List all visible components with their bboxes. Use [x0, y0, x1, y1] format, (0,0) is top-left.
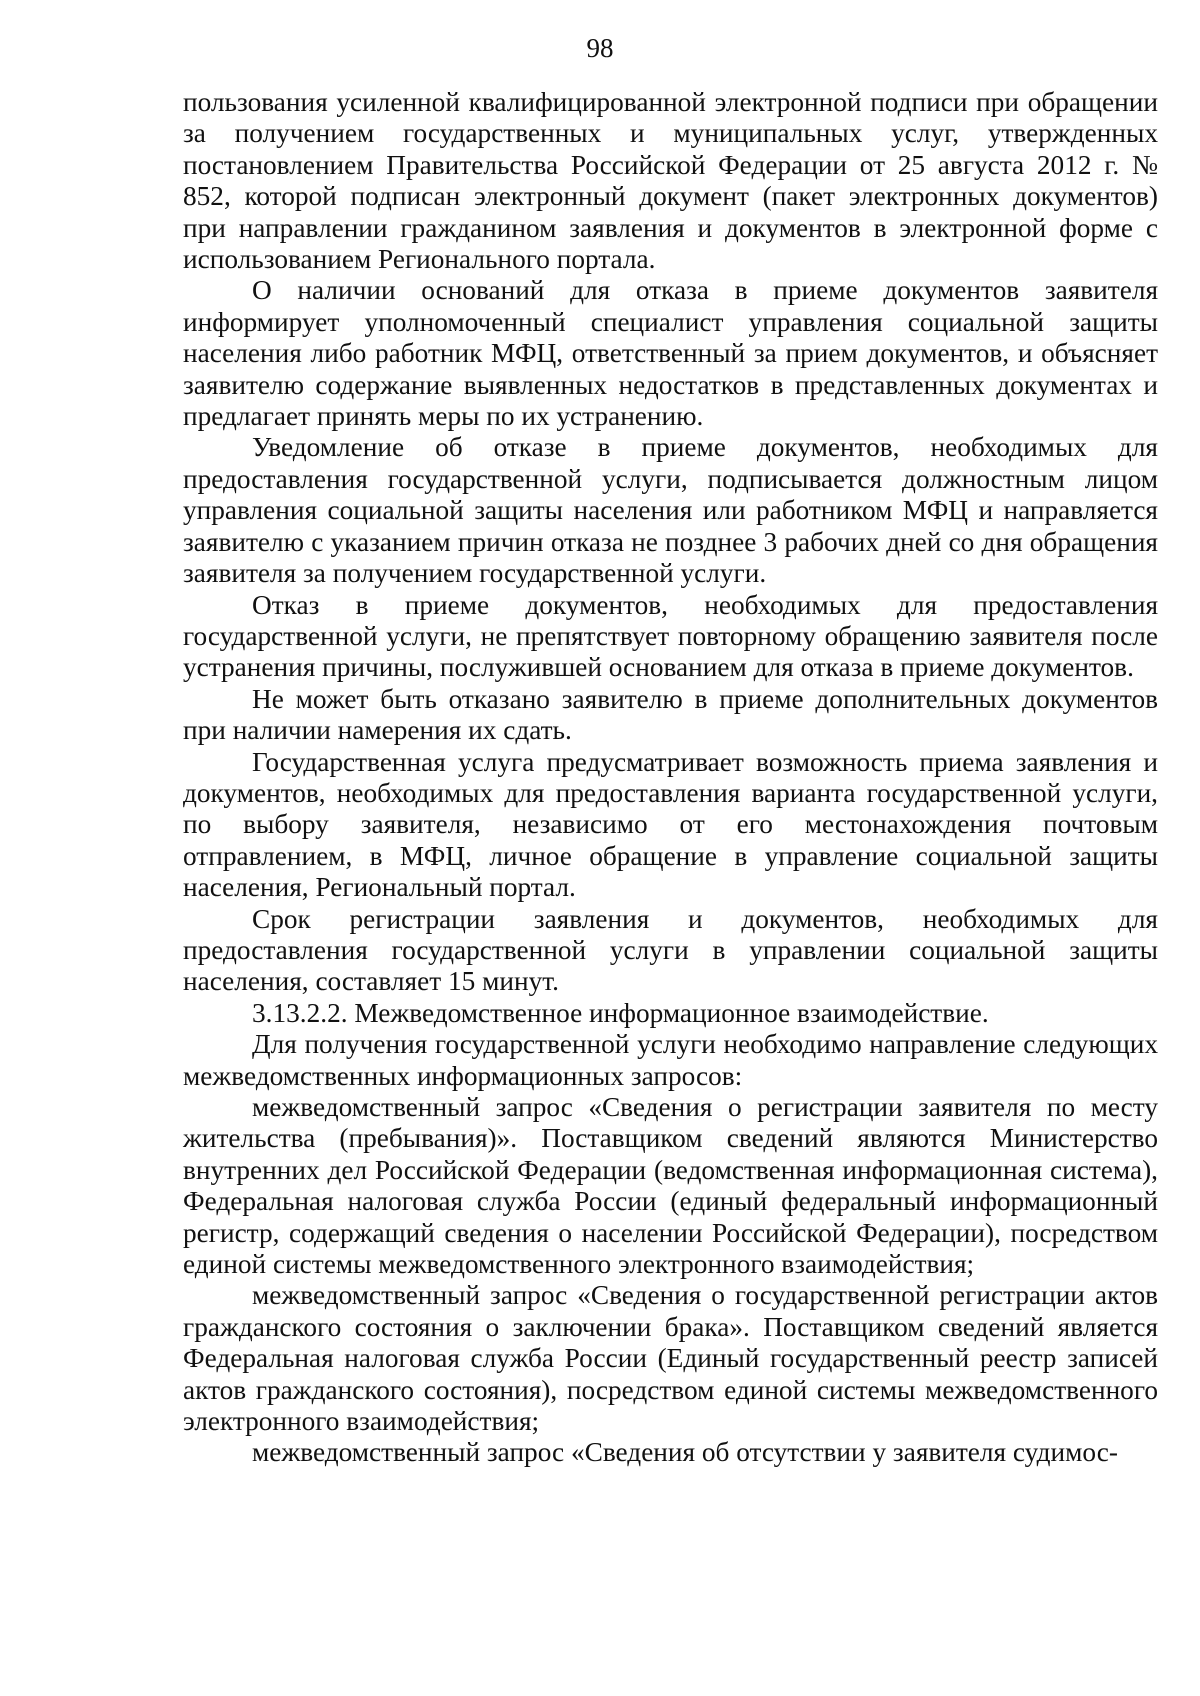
paragraph-refusal-info: О наличии оснований для отказа в приеме документов заявителя информирует уполномоченный специалист управления социальной защиты населения либо работник МФЦ, ответственный за прием документов, и объясняет заявителю содержание выявленных недостатков в представленных документах и предлагает принять меры по их устранению.	[183, 275, 1158, 432]
paragraph-additional-documents: Не может быть отказано заявителю в приеме дополнительных документов при наличии намерения их сдать.	[183, 683, 1158, 746]
paragraph-registration-term: Срок регистрации заявления и документов, необходимых для предоставления государственной услуги в управлении социальной защиты населения, составляет 15 минут.	[183, 903, 1158, 997]
list-item-marriage-request: межведомственный запрос «Сведения о государственной регистрации актов гражданского состояния о заключении брака». Поставщиком сведений является Федеральная налоговая служба России (Единый государственный реестр записей актов гражданского состояния), посредством единой системы межведомственного электронного взаимодействия;	[183, 1280, 1158, 1437]
page-number: 98	[586, 33, 614, 63]
paragraph-requests-intro: Для получения государственной услуги необходимо направление следующих межведомственных информационных запросов:	[183, 1029, 1158, 1091]
list-item-residence-request: межведомственный запрос «Сведения о регистрации заявителя по месту жительства (пребывания)». Поставщиком сведений являются Министерство внутренних дел Российской Федерации (ведомственная информационная система), Федеральная налоговая служба России (единый федеральный информационный регистр, содержащий сведения о населении Российской Федерации), посредством единой системы межведомственного электронного взаимодействия;	[183, 1092, 1158, 1280]
section-heading: 3.13.2.2. Межведомственное информационное взаимодействие.	[252, 997, 989, 1028]
list-item-criminal-record-request: межведомственный запрос «Сведения об отсутствии у заявителя судимос-	[252, 1437, 1118, 1468]
paragraph-continuation: пользования усиленной квалифицированной электронной подписи при обращении за получением государственных и муниципальных услуг, утвержденных постановлением Правительства Российской Федерации от 25 августа 2012 г. № 852, которой подписан электронный документ (пакет электронных документов) при направлении гражданином заявления и документов в электронной форме с использованием Регионального портала.	[183, 87, 1158, 275]
paragraph-refusal-notice: Уведомление об отказе в приеме документов, необходимых для предоставления государственной услуги, подписывается должностным лицом управления социальной защиты населения или работником МФЦ и направляется заявителю с указанием причин отказа не позднее 3 рабочих дней со дня обращения заявителя за получением государственной услуги.	[183, 432, 1158, 589]
paragraph-refusal-no-obstacle: Отказ в приеме документов, необходимых для предоставления государственной услуги, не препятствует повторному обращению заявителя после устранения причины, послужившей основанием для отказа в приеме документов.	[183, 589, 1158, 683]
paragraph-submission-methods: Государственная услуга предусматривает возможность приема заявления и документов, необходимых для предоставления варианта государственной услуги, по выбору заявителя, независимо от его местонахождения почтовым отправлением, в МФЦ, личное обращение в управление социальной защиты населения, Региональный портал.	[183, 746, 1158, 903]
body-text	[183, 87, 1158, 1469]
